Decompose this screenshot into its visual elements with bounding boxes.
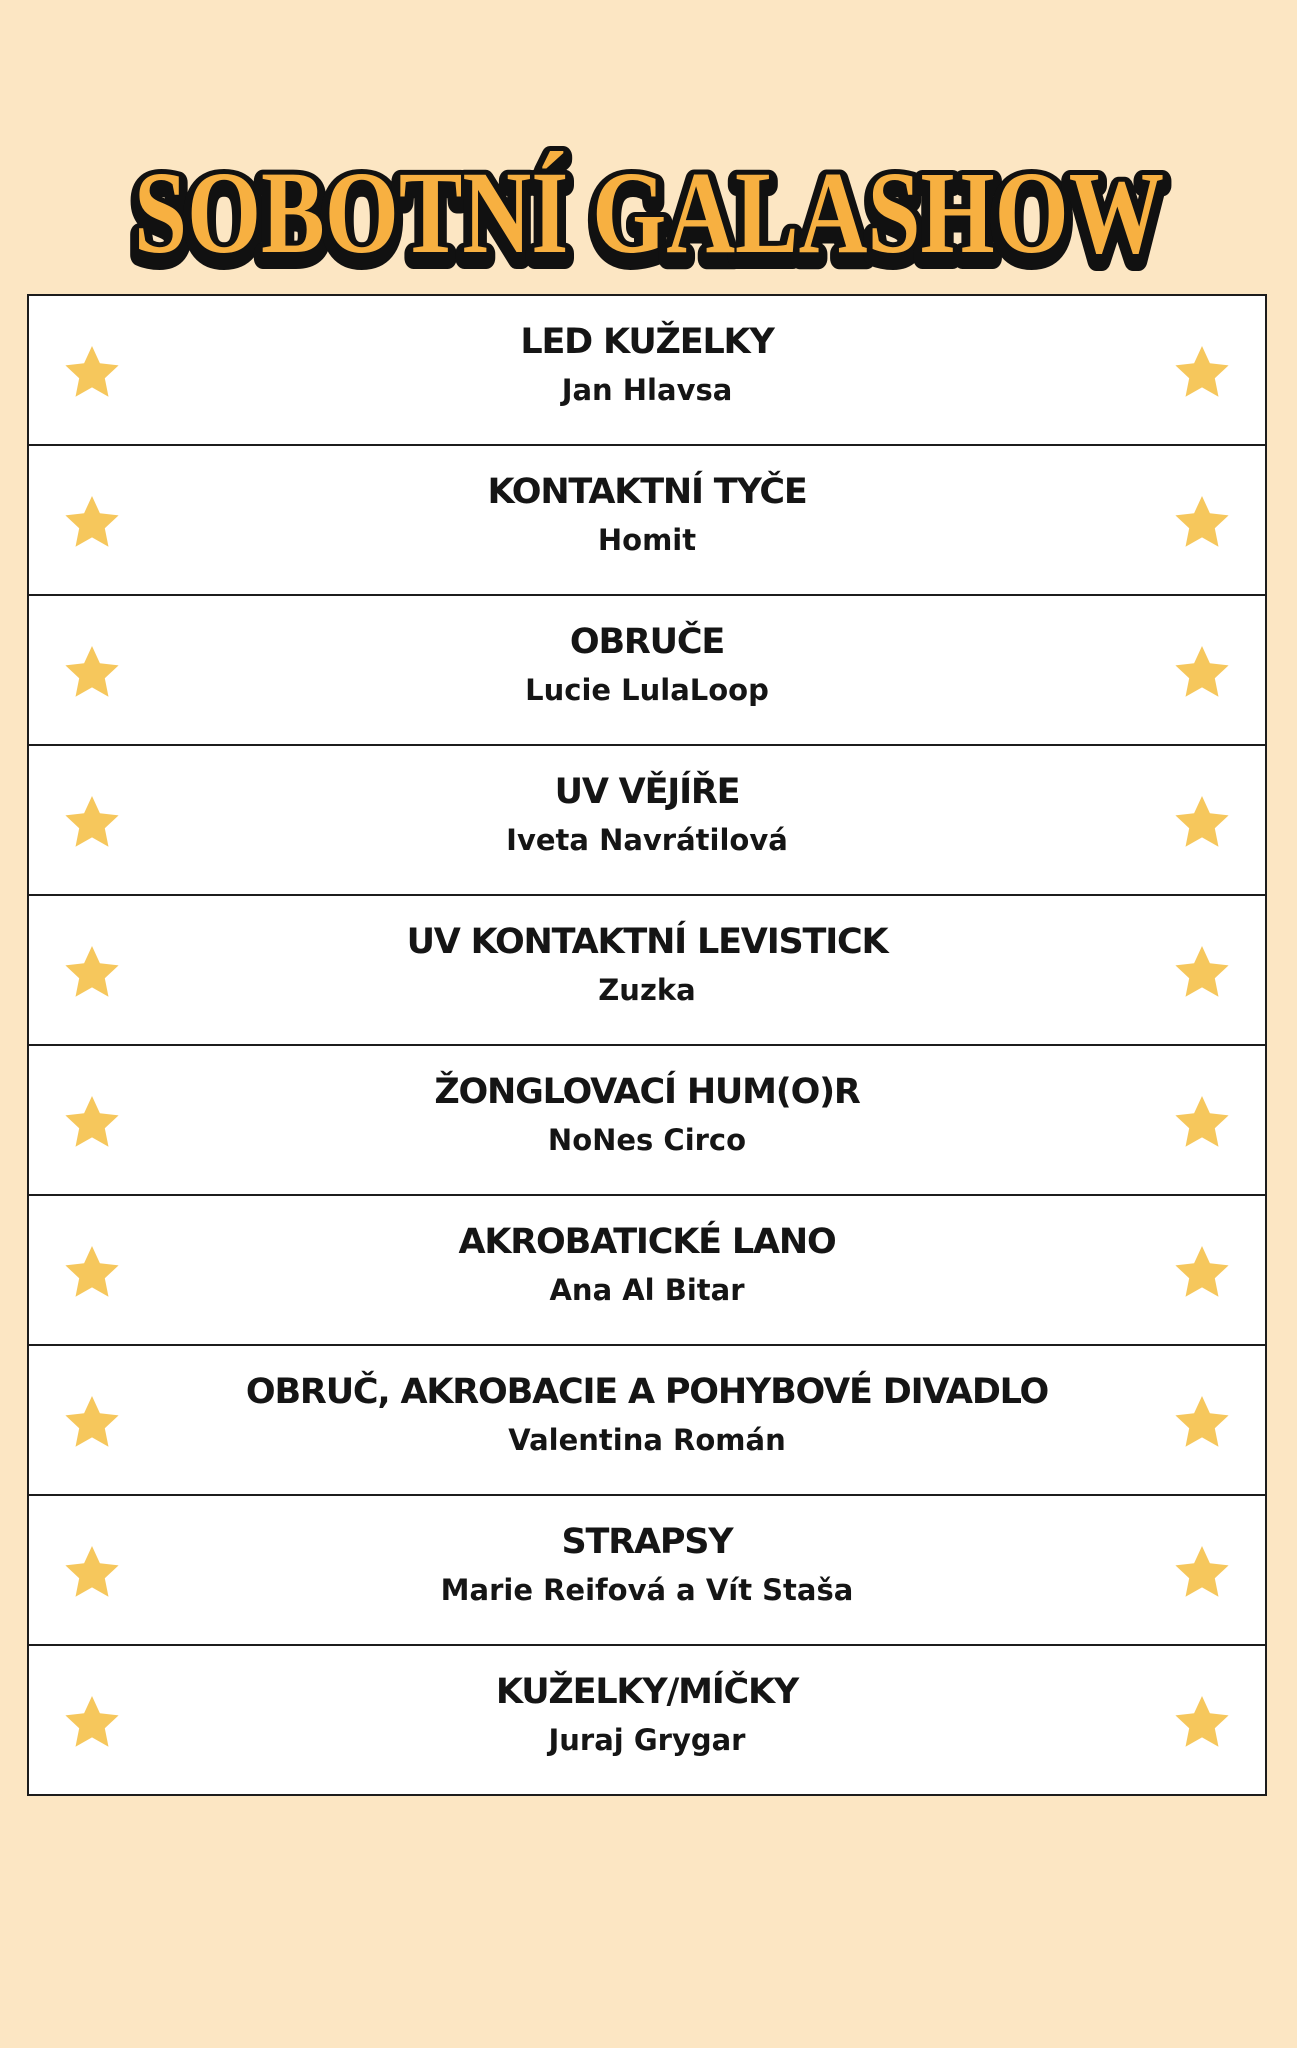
program-row [29, 746, 1265, 896]
act-name: AKROBATICKÉ LANO [458, 1222, 836, 1262]
program-row [29, 296, 1265, 446]
performer-name: NoNes Circo [547, 1123, 747, 1157]
star-icon [61, 1242, 123, 1304]
act-name: KONTAKTNÍ TYČE [487, 472, 807, 512]
program-row [29, 1196, 1265, 1346]
star-icon [1171, 1092, 1233, 1154]
performer-name: Marie Reifová a Vít Staša [440, 1573, 854, 1607]
performer-name: Zuzka [598, 973, 696, 1007]
page-title-text: SOBOTNÍ GALASHOW [133, 147, 1164, 278]
performer-name: Ana Al Bitar [549, 1273, 745, 1307]
program-row [29, 1046, 1265, 1196]
star-icon [61, 1092, 123, 1154]
act-name: KUŽELKY/MÍČKY [495, 1672, 799, 1712]
star-icon [1171, 1392, 1233, 1454]
act-name: UV VĚJÍŘE [554, 772, 740, 812]
program-row [29, 1646, 1265, 1794]
page-title-outline: SOBOTNÍ GALASHOW [133, 153, 1164, 284]
program-row [29, 1346, 1265, 1496]
performer-name: Iveta Navrátilová [506, 823, 788, 857]
act-name: OBRUČE [569, 622, 725, 662]
star-icon [1171, 492, 1233, 554]
star-icon [61, 342, 123, 404]
star-icon [61, 492, 123, 554]
performer-name: Juraj Grygar [548, 1723, 746, 1757]
performer-name: Valentina Román [508, 1423, 786, 1457]
program-row [29, 446, 1265, 596]
star-icon [61, 1692, 123, 1754]
act-name: STRAPSY [561, 1522, 733, 1562]
performer-name: Lucie LulaLoop [525, 673, 769, 707]
page-title-wrapper [0, 140, 1297, 310]
star-icon [1171, 1542, 1233, 1604]
program-row [29, 1496, 1265, 1646]
program-row [29, 896, 1265, 1046]
star-icon [61, 792, 123, 854]
star-icon [1171, 942, 1233, 1004]
page-title [49, 140, 1249, 310]
star-icon [1171, 1692, 1233, 1754]
star-icon [1171, 792, 1233, 854]
program-table [27, 294, 1267, 1796]
performer-name: Homit [597, 523, 697, 557]
star-icon [1171, 642, 1233, 704]
star-icon [61, 642, 123, 704]
act-name: OBRUČ, AKROBACIE A POHYBOVÉ DIVADLO [245, 1372, 1049, 1412]
act-name: UV KONTAKTNÍ LEVISTICK [406, 922, 888, 962]
star-icon [1171, 342, 1233, 404]
star-icon [61, 942, 123, 1004]
star-icon [61, 1392, 123, 1454]
act-name: ŽONGLOVACÍ HUM(O)R [434, 1072, 860, 1112]
star-icon [1171, 1242, 1233, 1304]
program-row [29, 596, 1265, 746]
star-icon [61, 1542, 123, 1604]
act-name: LED KUŽELKY [520, 322, 774, 362]
performer-name: Jan Hlavsa [561, 373, 733, 407]
